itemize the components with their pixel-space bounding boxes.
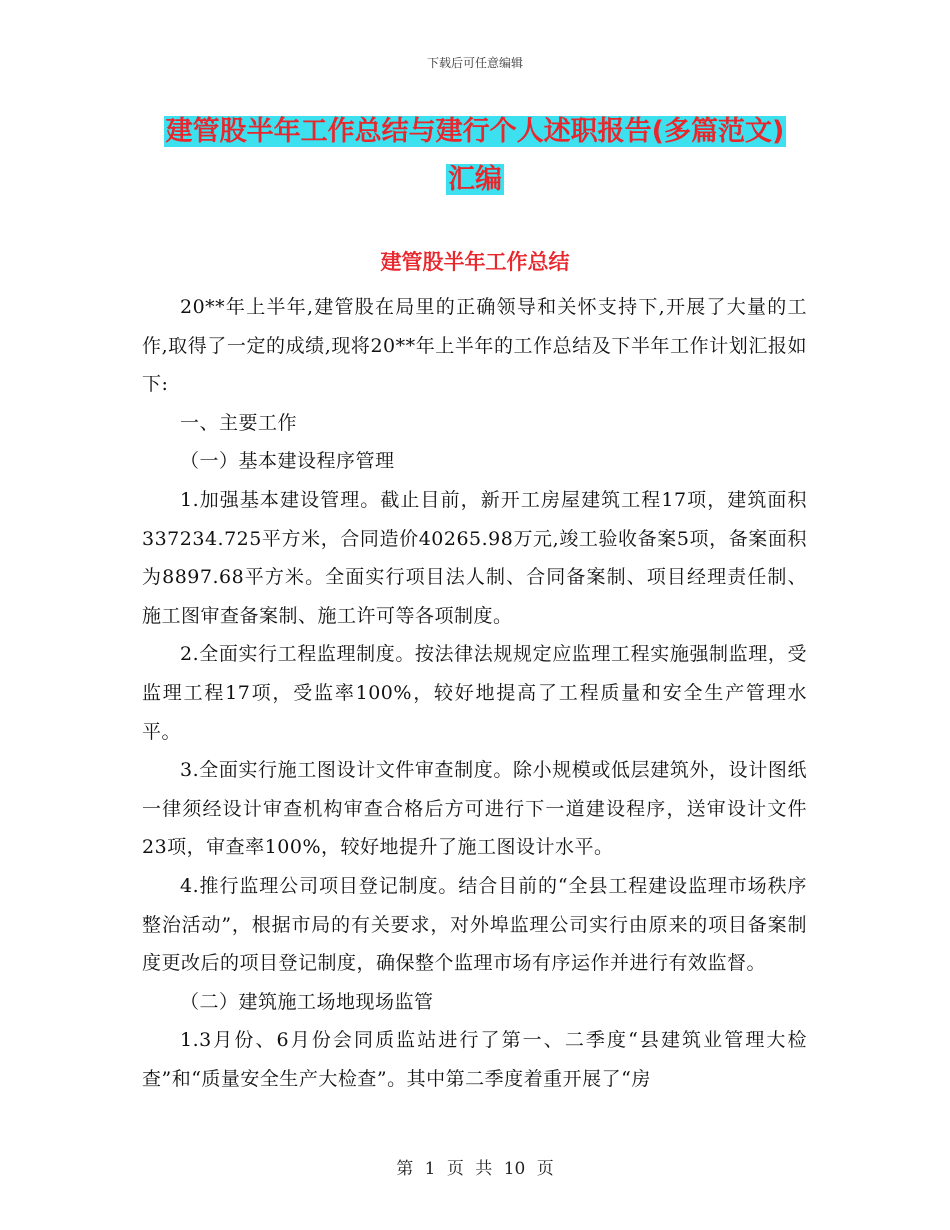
paragraph-site-item-1: 1.3月份、6月份会同质监站进行了第一、二季度“县建筑业管理大检查”和“质量安全生产大检查”。其中第二季度着重开展了“房 — [142, 1029, 807, 1090]
subheading-basic-construction: （一）基本建设程序管理 — [180, 450, 395, 473]
paragraph-item-2: 2.全面实行工程监理制度。按法律法规规定应监理工程实施强制监理，受监理工程17项，受监率100%，较好地提高了工程质量和安全生产管理水平。 — [142, 643, 807, 743]
document-title-line2: 汇编 — [448, 164, 502, 195]
section-title: 建管股半年工作总结 — [380, 250, 570, 274]
page-header-note: 下载后可任意编辑 — [426, 56, 523, 70]
page-number-footer: 第 1 页 共 10 页 — [396, 1159, 554, 1179]
paragraph-item-3: 3.全面实行施工图设计文件审查制度。除小规模或低层建筑外，设计图纸一律须经设计审查机构审查合格后方可进行下一道建设程序，送审设计文件23项，审查率100%，较好地提升了施工图设计水平。 — [142, 759, 807, 859]
heading-main-work: 一、主要工作 — [180, 411, 298, 434]
paragraph-item-1: 1.加强基本建设管理。截止目前，新开工房屋建筑工程17项，建筑面积337234.725平方米，合同造价40265.98万元,竣工验收备案5项，备案面积为8897.68平方米。全面实行项目法人制、合同备案制、项目经理责任制、施工图审查备案制、施工许可等各项制度。 — [142, 488, 807, 627]
document-title-line1: 建管股半年工作总结与建行个人述职报告(多篇范文) — [165, 116, 785, 147]
paragraph-item-4: 4.推行监理公司项目登记制度。结合目前的“全县工程建设监理市场秩序整治活动”，根据市局的有关要求，对外埠监理公司实行由原来的项目备案制度更改后的项目登记制度，确保整个监理市场有序运作并进行有效监督。 — [142, 874, 807, 975]
paragraph-intro: 20**年上半年,建管股在局里的正确领导和关怀支持下,开展了大量的工作,取得了一定的成绩,现将20**年上半年的工作总结及下半年工作计划汇报如下: — [142, 296, 807, 396]
document-title — [150, 108, 800, 204]
subheading-site-supervision: （二）建筑施工场地现场监管 — [180, 990, 434, 1013]
document-body — [142, 288, 807, 1098]
